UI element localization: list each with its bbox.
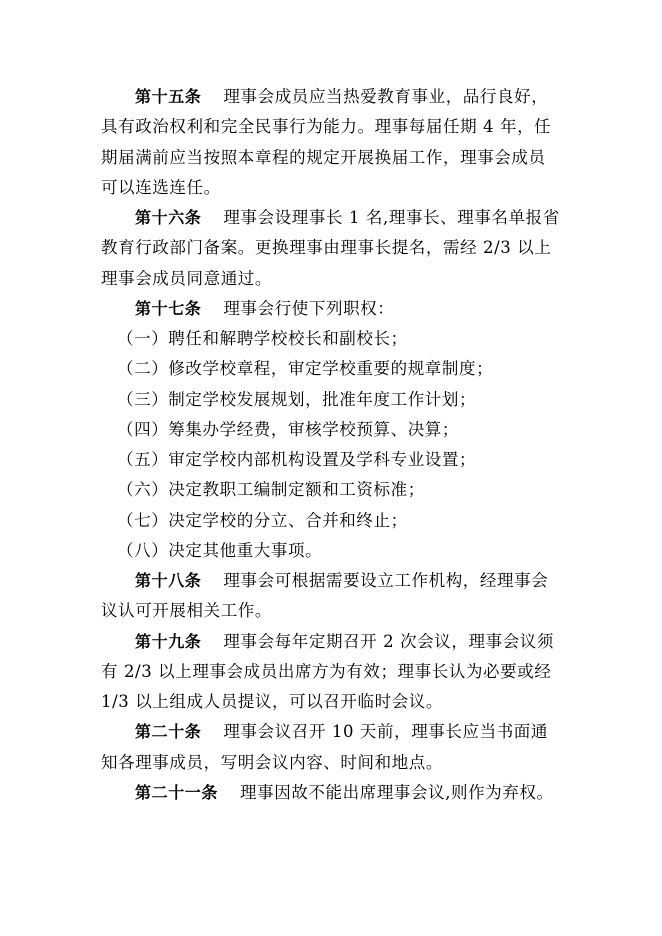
article-17-text-1: 理事会行使下列职权： xyxy=(223,298,395,318)
article-17-item-4: （四）筹集办学经费，审核学校预算、决算； xyxy=(117,419,459,439)
article-17-item-2: （二）修改学校章程，审定学校重要的规章制度； xyxy=(117,359,494,379)
article-19-text-1: 理事会每年定期召开 2 次会议，理事会议须 xyxy=(223,631,554,651)
article-16-text-3: 理事会成员同意通过。 xyxy=(101,268,272,288)
article-18-first-line xyxy=(101,566,563,596)
article-17-item-3: （三）制定学校发展规划，批准年度工作计划； xyxy=(117,389,477,409)
article-17-item-1: （一）聘任和解聘学校校长和副校长； xyxy=(117,329,408,348)
article-21-first-line xyxy=(101,778,563,808)
article-18-heading: 第十八条 xyxy=(135,571,202,590)
article-19-heading: 第十九条 xyxy=(135,631,202,651)
article-17-item-8: （八）决定其他重大事项。 xyxy=(117,540,323,560)
article-20-first-line xyxy=(101,717,563,747)
article-20-text-2: 知各理事成员，写明会议内容、时间和地点。 xyxy=(101,752,443,772)
article-17-item-5: （五）审定学校内部机构设置及学科专业设置； xyxy=(117,450,477,469)
article-15-heading: 第十五条 xyxy=(135,87,202,106)
article-15-text-1: 理事会成员应当热爱教育事业，品行良好， xyxy=(223,87,549,106)
article-20-text-1: 理事会议召开 10 天前，理事长应当书面通 xyxy=(223,722,548,742)
article-17-heading: 第十七条 xyxy=(135,298,202,318)
article-15-text-2: 具有政治权利和完全民事行为能力。理事每届任期 4 年，任 xyxy=(101,117,552,137)
article-18-text-2: 议认可开展相关工作。 xyxy=(101,601,272,621)
article-16-text-2: 教育行政部门备案。更换理事由理事长提名，需经 2/3 以上 xyxy=(101,238,552,258)
article-21-text-1: 理事因故不能出席理事会议,则作为弃权。 xyxy=(240,782,554,802)
article-21-heading: 第二十一条 xyxy=(135,782,219,802)
article-17-item-6: （六）决定教职工编制定额和工资标准； xyxy=(117,480,425,500)
article-15-text-4: 可以连选连任。 xyxy=(101,177,221,197)
article-15-text-3: 期届满前应当按照本章程的规定开展换届工作，理事会成员 xyxy=(101,147,546,167)
document-body xyxy=(101,82,563,808)
article-16-heading: 第十六条 xyxy=(135,208,202,227)
article-19-text-2: 有 2/3 以上理事会成员出席方为有效；理事长认为必要或经 xyxy=(101,661,552,681)
article-15-first-line xyxy=(101,82,563,112)
article-16-text-1: 理事会设理事长 1 名,理事长、理事名单报省 xyxy=(223,208,560,227)
article-19-first-line xyxy=(101,627,563,657)
article-19-text-3: 1/3 以上组成人员提议，可以召开临时会议。 xyxy=(101,692,443,711)
article-17-first-line xyxy=(101,294,563,324)
article-18-text-1: 理事会可根据需要设立工作机构，经理事会 xyxy=(223,571,549,590)
article-16-first-line xyxy=(101,203,563,233)
article-20-heading: 第二十条 xyxy=(135,722,202,742)
article-17-item-7: （七）决定学校的分立、合并和终止； xyxy=(117,510,408,530)
